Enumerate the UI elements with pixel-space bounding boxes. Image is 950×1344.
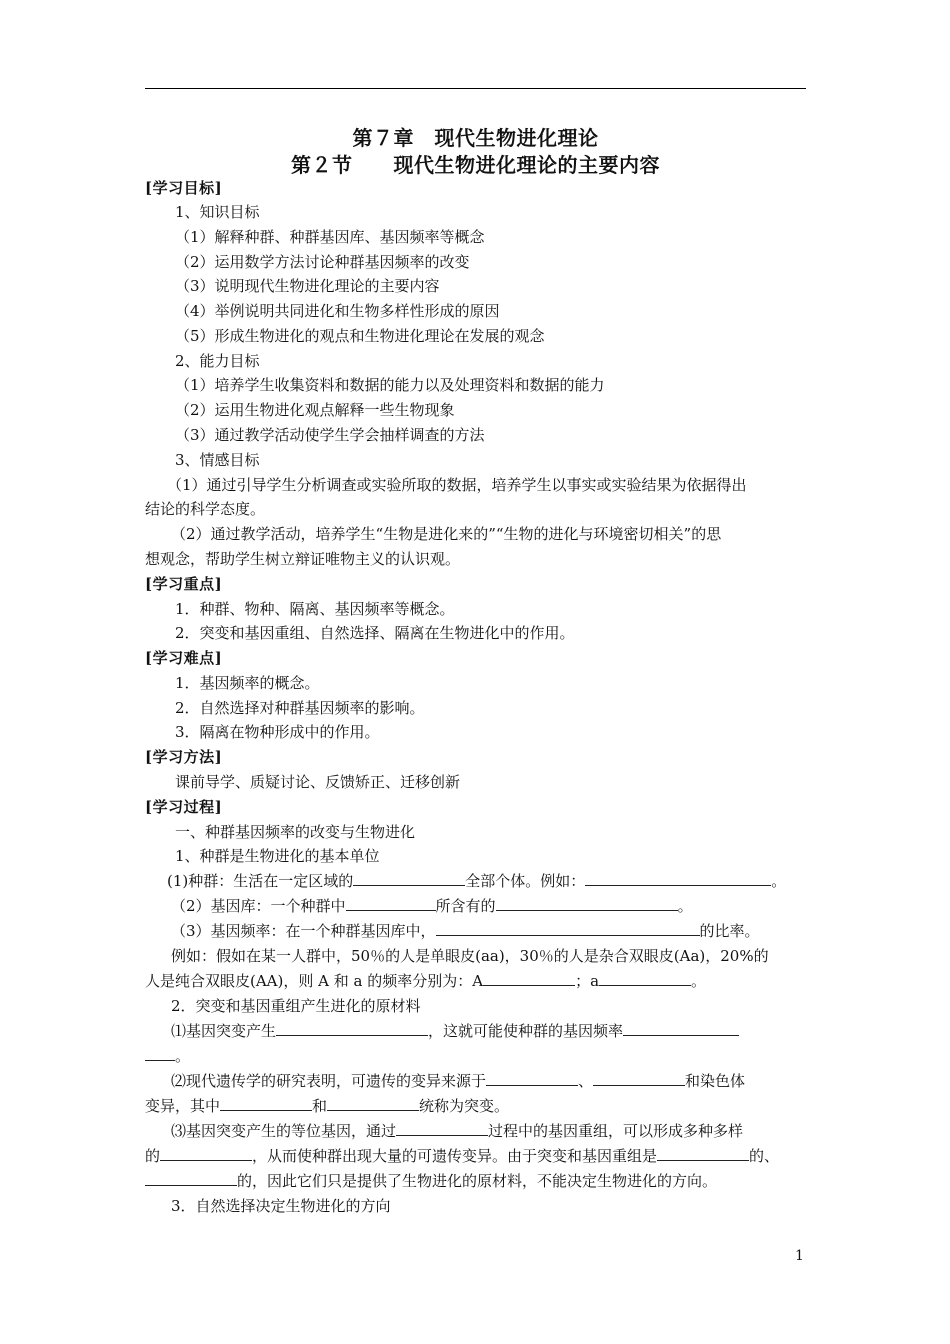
emotion-goal-2-line-1: （2）通过教学活动，培养学生“生物是进化来的”“生物的进化与环境密切相关”的思 <box>171 525 722 543</box>
process-sub-1: 1、种群是生物进化的基本单位 <box>175 847 380 865</box>
mutation-line-1 <box>145 1019 806 1043</box>
process-heading: [学习过程] <box>145 798 223 816</box>
blank-gene-frequency-change-part-1[interactable] <box>623 1019 739 1036</box>
key-points-heading: [学习重点] <box>145 575 223 593</box>
blank-variation-source-1[interactable] <box>486 1069 578 1086</box>
text-fragment: 全部个体。例如： <box>465 872 586 890</box>
blank-mutation-term-1[interactable] <box>220 1094 312 1111</box>
emotion-goal-title: 3、情感目标 <box>175 451 260 469</box>
difficulty-3: 3．隔离在物种形成中的作用。 <box>175 723 380 741</box>
blank-frequency-a[interactable] <box>599 969 691 986</box>
mutation-line-2-continued <box>145 1094 806 1118</box>
blank-gene-pool-subject[interactable] <box>346 894 436 911</box>
mutation-line-3-final <box>145 1169 806 1193</box>
text-fragment: ⑵现代遗传学的研究表明，可遗传的变异来源于 <box>171 1072 487 1090</box>
text-fragment: ，这就可能使种群的基因频率 <box>428 1022 624 1040</box>
text-fragment: ；a <box>575 972 600 990</box>
text-fragment: （2）基因库：一个种群中 <box>171 897 346 915</box>
blank-mutation-term-2[interactable] <box>327 1094 419 1111</box>
text-fragment: ⑶基因突变产生的等位基因，通过 <box>171 1122 397 1140</box>
knowledge-goal-5: （5）形成生物进化的观点和生物进化理论在发展的观念 <box>175 327 545 345</box>
blank-mutation-trait-1[interactable] <box>657 1144 749 1161</box>
blank-gene-frequency-change-part-2[interactable] <box>145 1044 175 1061</box>
blank-population-example[interactable] <box>585 869 771 886</box>
methods-heading: [学习方法] <box>145 748 223 766</box>
emotion-goal-1-line-2: 结论的科学态度。 <box>145 500 266 518</box>
key-point-1: 1．种群、物种、隔离、基因频率等概念。 <box>175 600 455 618</box>
mutation-line-3-continued <box>145 1144 806 1168</box>
text-fragment: 。 <box>677 897 693 915</box>
knowledge-goal-3: （3）说明现代生物进化理论的主要内容 <box>175 277 440 295</box>
mutation-line-3 <box>145 1119 806 1143</box>
blank-population-region[interactable] <box>353 869 465 886</box>
text-fragment: 。 <box>175 1047 191 1065</box>
process-sub-2: 2．突变和基因重组产生进化的原材料 <box>171 997 421 1015</box>
text-fragment: (1)种群：生活在一定区域的 <box>167 872 354 890</box>
text-fragment: 所含有的 <box>435 897 496 915</box>
emotion-goal-1-line-1: （1）通过引导学生分析调查或实验所取的数据，培养学生以事实或实验结果为依据得出 <box>167 476 747 494</box>
text-fragment: 的 <box>145 1147 161 1165</box>
blank-mutation-produces[interactable] <box>276 1019 428 1036</box>
blank-frequency-A[interactable] <box>483 969 575 986</box>
text-fragment: ，从而使种群出现大量的可遗传变异。由于突变和基因重组是 <box>252 1147 658 1165</box>
blank-recombination-process[interactable] <box>396 1119 488 1136</box>
knowledge-goal-title: 1、知识目标 <box>175 203 260 221</box>
text-fragment: 。 <box>691 972 707 990</box>
text-fragment: 变异，其中 <box>145 1097 221 1115</box>
goals-heading: [学习目标] <box>145 179 223 197</box>
difficulty-1: 1．基因频率的概念。 <box>175 674 320 692</box>
text-fragment: 。 <box>771 872 787 890</box>
header-rule <box>145 88 806 89</box>
ability-goal-3: （3）通过教学活动使学生学会抽样调查的方法 <box>175 426 485 444</box>
text-fragment: 的比率。 <box>699 922 760 940</box>
knowledge-goal-4: （4）举例说明共同进化和生物多样性形成的原因 <box>175 302 500 320</box>
mutation-line-1-continued <box>145 1044 806 1068</box>
ability-goal-1: （1）培养学生收集资料和数据的能力以及处理资料和数据的能力 <box>175 376 605 394</box>
page-number: 1 <box>795 1248 804 1264</box>
text-fragment: 的，因此它们只是提供了生物进化的原材料，不能决定生物进化的方向。 <box>237 1172 718 1190</box>
gene-frequency-definition <box>145 919 806 943</box>
process-part-1: 一、种群基因频率的改变与生物进化 <box>175 823 416 841</box>
blank-variation-source-2[interactable] <box>593 1069 685 1086</box>
blank-mutation-trait-2[interactable] <box>145 1169 237 1186</box>
text-fragment: 和 <box>312 1097 328 1115</box>
difficulty-2: 2．自然选择对种群基因频率的影响。 <box>175 699 425 717</box>
text-fragment: 过程中的基因重组，可以形成多种多样 <box>488 1122 744 1140</box>
key-point-2: 2．突变和基因重组、自然选择、隔离在生物进化中的作用。 <box>175 624 575 642</box>
text-fragment: 统称为突变。 <box>419 1097 510 1115</box>
example-line-1: 例如：假如在某一人群中，50％的人是单眼皮(aa)，30％的人是杂合双眼皮(Aa)，20%的 <box>171 947 769 965</box>
emotion-goal-2-line-2: 想观念，帮助学生树立辩证唯物主义的认识观。 <box>145 550 461 568</box>
ability-goal-2: （2）运用生物进化观点解释一些生物现象 <box>175 401 455 419</box>
example-line-2 <box>145 969 806 993</box>
text-fragment: 的、 <box>749 1147 780 1165</box>
text-fragment: ⑴基因突变产生 <box>171 1022 277 1040</box>
ability-goal-title: 2、能力目标 <box>175 352 260 370</box>
difficulties-heading: [学习难点] <box>145 649 223 667</box>
process-sub-3: 3．自然选择决定生物进化的方向 <box>171 1197 391 1215</box>
methods-text: 课前导学、质疑讨论、反馈矫正、迁移创新 <box>175 773 461 791</box>
mutation-line-2 <box>145 1069 806 1093</box>
text-fragment: （3）基因频率：在一个种群基因库中， <box>171 922 436 940</box>
gene-pool-definition <box>145 894 806 918</box>
knowledge-goal-1: （1）解释种群、种群基因库、基因频率等概念 <box>175 228 485 246</box>
blank-diverse-outcome[interactable] <box>160 1144 252 1161</box>
chapter-title: 第７章 现代生物进化理论 <box>352 126 599 150</box>
text-fragment: 、 <box>578 1072 594 1090</box>
section-title: 第２节 现代生物进化理论的主要内容 <box>291 153 660 177</box>
blank-gene-pool-content[interactable] <box>496 894 678 911</box>
text-fragment: 人是纯合双眼皮(AA)，则 A 和 a 的频率分别为：A <box>145 972 484 990</box>
text-fragment: 和染色体 <box>685 1072 746 1090</box>
population-definition <box>145 869 806 893</box>
knowledge-goal-2: （2）运用数学方法讨论种群基因频率的改变 <box>175 253 470 271</box>
blank-gene-frequency[interactable] <box>436 919 700 936</box>
